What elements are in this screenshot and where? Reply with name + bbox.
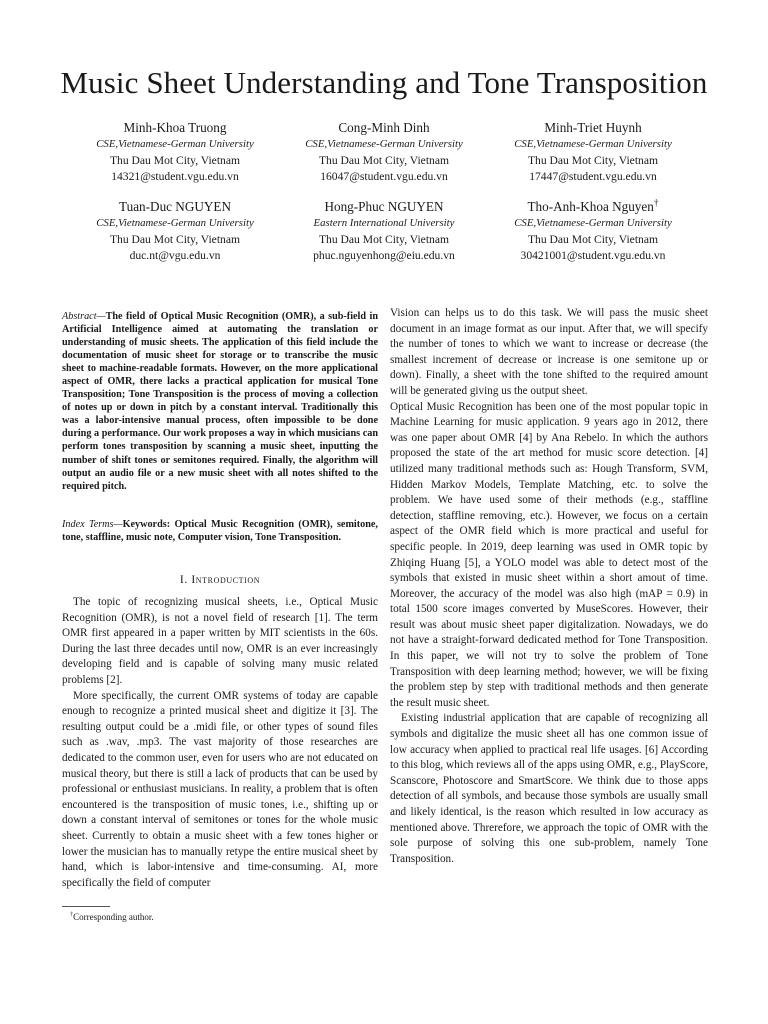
footnote	[62, 911, 378, 923]
index-terms-lead: Index Terms—	[62, 519, 123, 530]
author-email: 17447@student.vgu.edu.vn	[529, 169, 657, 183]
author-name: Tho-Anh-Khoa Nguyen	[527, 199, 654, 214]
footnote-mark: †	[70, 911, 74, 918]
index-terms	[62, 518, 378, 544]
section-heading	[62, 573, 378, 586]
section-title: Introduction	[191, 573, 261, 586]
author-name: Hong-Phuc NGUYEN	[324, 199, 444, 214]
author-affiliation: Eastern International University	[313, 217, 455, 229]
index-terms-text: Keywords: Optical Music Recognition (OMR), semitone, tone, staffline, music note, Computer vision, Tone Transposition.	[62, 519, 378, 544]
abstract	[62, 310, 378, 493]
author-email: 14321@student.vgu.edu.vn	[111, 169, 239, 183]
author-block-5	[269, 198, 499, 263]
author-location: Thu Dau Mot City, Vietnam	[318, 153, 450, 167]
author-location: Thu Dau Mot City, Vietnam	[527, 232, 659, 246]
author-location: Thu Dau Mot City, Vietnam	[109, 153, 241, 167]
author-block-2	[269, 119, 499, 184]
author-email: duc.nt@vgu.edu.vn	[129, 248, 221, 262]
right-column-body	[390, 306, 708, 867]
author-email: 30421001@student.vgu.edu.vn	[520, 248, 666, 262]
abstract-lead: Abstract—	[62, 311, 106, 322]
author-affiliation: CSE,Vietnamese-German University	[96, 138, 254, 150]
footnote-text: Corresponding author.	[73, 912, 154, 922]
author-email: phuc.nguyenhong@eiu.edu.vn	[313, 248, 455, 262]
author-block-6	[478, 198, 708, 263]
author-name: Tuan-Duc NGUYEN	[119, 199, 231, 214]
paragraph: The topic of recognizing musical sheets, i.e., Optical Music Recognition (OMR), is not a novel field of research [1]. The term OMR first appeared in a paper written by MIT scientists in the 60s. During the last three decades until now, OMR is an ever increasingly developing field and is capable of solving many music related problems [2].	[62, 596, 378, 686]
author-location: Thu Dau Mot City, Vietnam	[318, 232, 450, 246]
section-number: I.	[179, 573, 188, 586]
paragraph: Vision can helps us to do this task. We will pass the music sheet document in an image format as our input. After that, we will specify the number of tones to which we want to increase or decrease (the smallest increment of decrease or increase is one semitone up or down). Finally, a sheet with the tone shifted to the required amount will be generated giving us the output sheet.	[390, 307, 708, 397]
author-name: Cong-Minh Dinh	[338, 120, 430, 135]
author-affiliation: CSE,Vietnamese-German University	[96, 217, 254, 229]
author-location: Thu Dau Mot City, Vietnam	[527, 153, 659, 167]
author-name-row	[478, 198, 708, 216]
author-block-1	[60, 119, 290, 184]
paper-title: Music Sheet Understanding and Tone Transposition	[60, 65, 708, 100]
paragraph: More specifically, the current OMR systems of today are capable enough to recognize a printed musical sheet and digitize it [3]. The resulting output could be a .midi file, or other types of sound files such as .wav, .mp3. The vast majority of those researches are dedicated to the common user, even for users who are not educated on musical theory, but there is still a lack of products that can be used by professional or enthusiast musicians. In reality, a problem that is often encountered is the transposition of music tones, i.e., shifting up or down a constant interval of semitones or tones for the whole music sheet. Currently to obtain a music sheet with a few tones higher or lower the musician has to manually retype the entire musical sheet by hand, which is labor-intensive and time-consuming. AI, more specifically the field of computer	[62, 689, 378, 889]
author-email: 16047@student.vgu.edu.vn	[320, 169, 448, 183]
abstract-text: The field of Optical Music Recognition (OMR), a sub-field in Artificial Intelligence aimed at automating the translation or understanding of music sheets. The application of this field include the documentation of music sheet for storage or to transcribe the music sheet to machine-readable formats. However, on the more applicational aspect of OMR, there lacks a practical application for musical Tone Transposition; Tone Transposition is the process of moving a collection of notes up or down in pitch by a constant interval. Traditionally this was a labor-intensive manual process, often impossible to be done during a performance. Our work proposes a way in which musicians can perform tones transposition by scanning a music sheet, inputting the number of shift tones or semitones required. Finally, the algorithm will output an audio file or a new music sheet with all notes shifted to the required pitch.	[62, 311, 378, 492]
corresponding-mark: †	[653, 197, 659, 208]
author-location: Thu Dau Mot City, Vietnam	[109, 232, 241, 246]
author-affiliation: CSE,Vietnamese-German University	[514, 138, 672, 150]
author-block-4	[60, 198, 290, 263]
author-affiliation: CSE,Vietnamese-German University	[305, 138, 463, 150]
author-name: Minh-Triet Huynh	[544, 120, 642, 135]
left-column-body	[62, 595, 378, 891]
paragraph: Existing industrial application that are capable of recognizing all symbols and digitalize the music sheet all has one common issue of low accuracy when applied to practical real life usages. [6] According to this blog, which reviews all of the apps using OMR, e.g., PlayScore, Scanscore, Photoscore and SmartScore. We think due to those apps detection of all symbols, and because those symbols are usually small and likely identical, is the reason which resulted in low accuracy as mentioned above. Threrefore, we approach the topic of OMR with the sole purpose of solving this one sub-problem, namely Tone Transposition.	[390, 712, 708, 865]
paragraph: Optical Music Recognition has been one of the most popular topic in Machine Learning for music application. 9 years ago in 2012, there was one paper about OMR [4] by Ana Rebelo. In which the authors proposed the state of the art method for music score detection. [4] utilized many traditional methods such as: Hough Transform, SVM, Hidden Markov Models, Template Matching, etc. to solve the problem. We have used some of their methods (e.g., staffline detection, staffline removing, etc.). However, we focus on a certain aspect of the OMR field which is more practical and useful for specific people. In 2019, deep learning was used in OMR topic by Zhiqing Huang [5], a YOLO model was able to detect most of the symbols that existed in music sheet within a short amout of time. Moreover, the accuracy of the model was also high (mAP = 0.9) in total 1500 score images converted by MuseScores. However, their result was about music sheet paper digitalization. Nowadays, we do not have a straight-forward dedicated method for Tone Transposition. In this paper, we will not try to solve the problem of Tone Transposition with deep learning method; however, we will be fixing the problem step by step with traditional methods and then generate the result music sheet.	[390, 400, 708, 709]
author-affiliation: CSE,Vietnamese-German University	[514, 217, 672, 229]
author-name: Minh-Khoa Truong	[123, 120, 227, 135]
footnote-rule	[62, 906, 110, 907]
author-block-3	[478, 119, 708, 184]
